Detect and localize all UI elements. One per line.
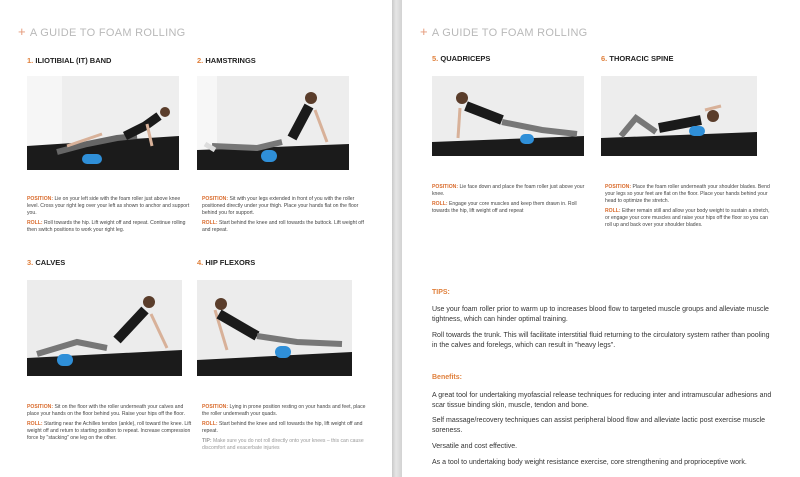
section-title-hamstrings: 2. HAMSTRINGS <box>197 56 256 65</box>
exercise-image <box>27 280 182 376</box>
section-text-hamstrings: POSITION: Sit with your legs extended in front of you with the roller positioned directly under your thigh. Place your hands flat on the floor behind you for support. ROLL: Start behind the knee and roll towards the buttock. Lift weight off and repeat. <box>202 196 364 233</box>
section-text-it-band: POSITION: Lie on your left side with the foam roller just above knee level. Cross your right leg over your left as shown to anchor and support you. ROLL: Roll towards the hip. Lift weight off and repeat. Continue rolling then switch positions to work your right leg. <box>27 196 190 233</box>
plus-icon: + <box>18 24 26 39</box>
benefits-heading: Benefits: <box>432 374 462 381</box>
exercise-image <box>432 76 584 156</box>
photo-quadriceps <box>432 76 584 156</box>
tips-heading: TIPS: <box>432 289 450 296</box>
photo-hamstrings <box>197 76 349 170</box>
plus-icon: + <box>420 24 428 39</box>
section-title-hip-flexors: 4. HIP FLEXORS <box>197 258 256 267</box>
section-title-it-band: 1. ILIOTIBIAL (IT) BAND <box>27 56 112 65</box>
section-title-quadriceps: 5. QUADRICEPS <box>432 54 491 63</box>
photo-it-band <box>27 76 179 170</box>
page-header: + A GUIDE TO FOAM ROLLING <box>420 24 588 39</box>
benefit-paragraph: A great tool for undertaking myofascial release techniques for reducing inter and intramuscular adhesions and scar tissue binding skin, muscle, tendon and bone. <box>432 392 772 409</box>
exercise-image <box>601 76 757 156</box>
section-text-thoracic-spine: POSITION: Place the foam roller underneath your shoulder blades. Bend your legs so your feet are flat on the floor. Place your hands behind your head to optimize the stretch. ROLL: Either remain still and allow your body weight to sustain a stretch, or engage your core muscles and raise your hips off the floor so you can roll up and back over your shoulder blades. <box>605 184 770 228</box>
benefit-paragraph: Versatile and cost effective. <box>432 443 518 450</box>
exercise-image <box>197 76 349 170</box>
section-text-hip-flexors: POSITION: Lying in prone position resting on your hands and feet, place the roller underneath your quads. ROLL: Start behind the knee and roll towards the hip, lift weight off and repeat. TIP: Make sure you do not roll directly onto your knees – this can cause discomfort and exacerbate injuries <box>202 404 366 451</box>
photo-thoracic-spine <box>601 76 757 156</box>
section-title-thoracic-spine: 6. THORACIC SPINE <box>601 54 674 63</box>
right-page <box>402 0 800 477</box>
tip-paragraph: Use your foam roller prior to warm up to increases blood flow to targeted muscle groups and alleviate muscle tightness, which can hinder optimal training. <box>432 306 769 323</box>
section-title-calves: 3. CALVES <box>27 258 66 267</box>
photo-calves <box>27 280 182 376</box>
page-header: + A GUIDE TO FOAM ROLLING <box>18 24 186 39</box>
tip-paragraph: Roll towards the trunk. This will facilitate interstitial fluid returning to the circulatory system rather than pooling in the calves and forelegs, which can result in "heavy legs". <box>432 332 770 349</box>
photo-hip-flexors <box>197 280 352 376</box>
exercise-image <box>27 76 179 170</box>
exercise-image <box>197 280 352 376</box>
left-page <box>0 0 392 477</box>
section-text-quadriceps: POSITION: Lie face down and place the foam roller just above your knee. ROLL: Engage your core muscles and keep them drawn in. Roll towards the hip, lift weight off and repeat <box>432 184 585 214</box>
page-divider <box>392 0 402 477</box>
benefit-paragraph: Self massage/recovery techniques can assist peripheral blood flow and alleviate lactic post exercise muscle soreness. <box>432 417 766 434</box>
section-text-calves: POSITION: Sit on the floor with the roller underneath your calves and place your hands on the floor behind you. Raise your hips off the floor. ROLL: Starting near the Achilles tendon (ankle), roll toward the knee. Lift weight off and return to starting position to repeat. Increase compression force by "stacking" one leg on the other. <box>27 404 192 441</box>
benefit-paragraph: As a tool to undertaking body weight resistance exercise, core strengthening and proprioceptive work. <box>432 459 747 466</box>
